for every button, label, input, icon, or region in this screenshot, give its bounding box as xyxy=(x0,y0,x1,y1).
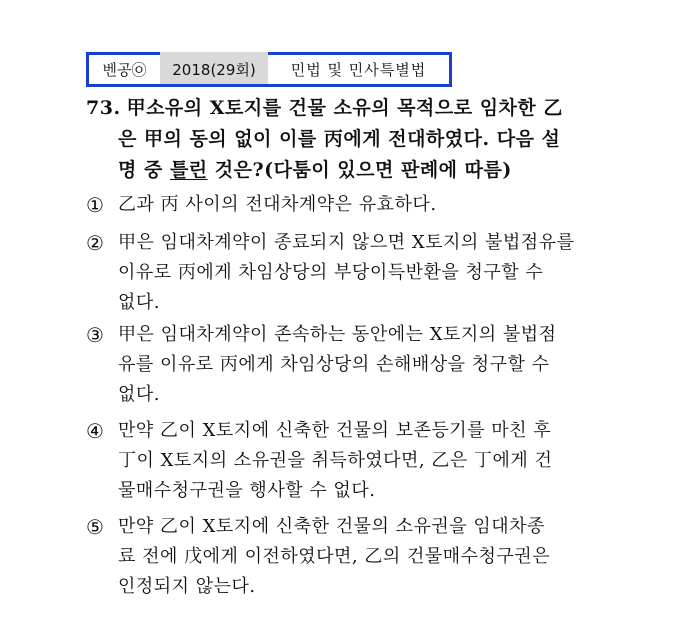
option-1-line-1: 乙과 丙 사이의 전대차계약은 유효하다. xyxy=(118,194,437,215)
option-2[interactable] xyxy=(86,228,606,318)
option-2-mark: ② xyxy=(86,231,105,255)
emphasis-underlined: 틀린 xyxy=(169,159,208,181)
option-3-line-1: 甲은 임대차계약이 존속하는 동안에는 X토지의 불법점 xyxy=(118,324,557,345)
option-2-line-1: 甲은 임대차계약이 종료되지 않으면 X토지의 불법점유를 xyxy=(118,232,575,253)
source-label: 벤공㉧ xyxy=(86,52,160,84)
option-3-line-3: 없다. xyxy=(118,384,160,405)
option-4-line-2: 丁이 X토지의 소유권을 취득하였다면, 乙은 丁에게 건 xyxy=(118,450,553,471)
option-1[interactable] xyxy=(86,190,606,220)
option-5-mark: ⑤ xyxy=(86,515,105,539)
option-1-mark: ① xyxy=(86,193,105,217)
question-stem xyxy=(86,93,606,186)
option-4-line-3: 물매수청구권을 행사할 수 없다. xyxy=(118,480,376,501)
option-4-line-1: 만약 乙이 X토지에 신축한 건물의 보존등기를 마친 후 xyxy=(118,420,552,441)
question-line-1: 73. 甲소유의 X토지를 건물 소유의 목적으로 임차한 乙 xyxy=(86,97,563,119)
option-5-line-1: 만약 乙이 X토지에 신축한 건물의 소유권을 임대차종 xyxy=(118,516,545,537)
option-5-line-2: 료 전에 戊에게 이전하였다면, 乙의 건물매수청구권은 xyxy=(118,546,551,567)
option-3[interactable] xyxy=(86,320,606,410)
option-2-line-2: 이유로 丙에게 차임상당의 부당이득반환을 청구할 수 xyxy=(118,262,544,283)
option-2-line-3: 없다. xyxy=(118,292,160,313)
exam-header xyxy=(86,52,452,87)
question-number: 73. xyxy=(86,97,121,119)
year-label: 2018(29회) xyxy=(160,52,268,84)
option-4-mark: ④ xyxy=(86,419,105,443)
question-line-3: 명 중 틀린 것은?(다툼이 있으면 판례에 따름) xyxy=(118,159,512,181)
question-line-2: 은 甲의 동의 없이 이를 丙에게 전대하였다. 다음 설 xyxy=(118,128,561,150)
option-3-line-2: 유를 이유로 丙에게 차임상당의 손해배상을 청구할 수 xyxy=(118,354,550,375)
option-5[interactable] xyxy=(86,512,606,602)
subject-label: 민법 및 민사특별법 xyxy=(268,52,452,84)
option-3-mark: ③ xyxy=(86,323,105,347)
option-5-line-3: 인정되지 않는다. xyxy=(118,576,256,597)
option-4[interactable] xyxy=(86,416,606,506)
